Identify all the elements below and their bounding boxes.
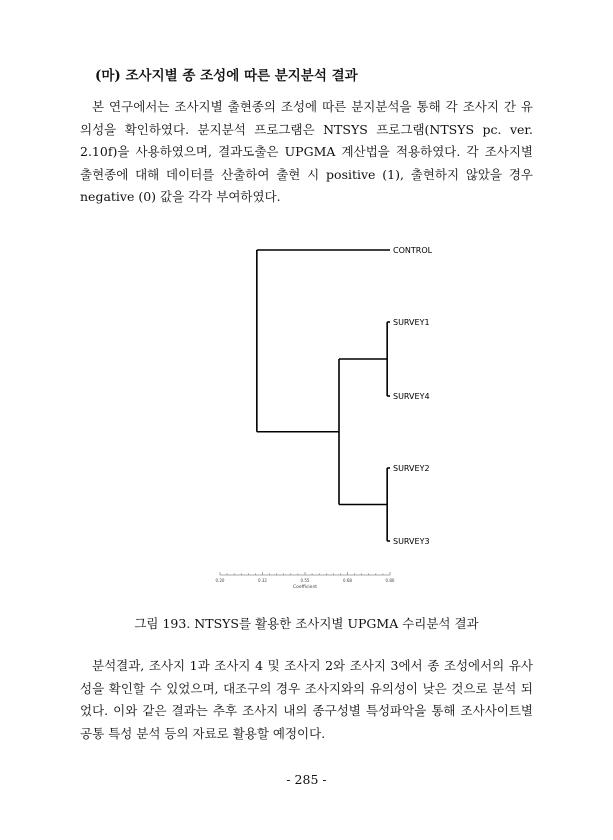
leaf-label-control: CONTROL bbox=[393, 246, 433, 255]
leaf-label-survey4: SURVEY4 bbox=[393, 392, 430, 401]
x-tick-label: 0.32 bbox=[258, 578, 267, 583]
x-axis-label: Coefficient bbox=[292, 585, 318, 590]
page-number: - 285 - bbox=[286, 772, 327, 787]
leaf-labels bbox=[393, 246, 433, 546]
x-tick-label: 0.80 bbox=[385, 578, 395, 583]
x-tick-label: 0.20 bbox=[215, 578, 225, 583]
dendrogram-branches bbox=[257, 250, 390, 541]
leaf-label-survey2: SURVEY2 bbox=[393, 464, 430, 473]
result-paragraph: 분석결과, 조사지 1과 조사지 4 및 조사지 2와 조사지 3에서 종 조성에서의 유사성을 확인할 수 있었으며, 대조구의 경우 조사지와의 유의성이 낮은 것으로 분석 되었다. 이와 같은 결과는 추후 조사지 내의 종구성별 특성파악을 통해 조사사이트별 공통 특성 분석 등의 자료로 활용할 예정이다. bbox=[80, 658, 533, 741]
x-tick-label: 0.55 bbox=[300, 578, 310, 583]
leaf-label-survey1: SURVEY1 bbox=[393, 318, 430, 327]
intro-paragraph: 본 연구에서는 조사지별 출현종의 조성에 따른 분지분석을 통해 각 조사지 간 유의성을 확인하였다. 분지분석 프로그램은 NTSYS 프로그램(NTSYS pc. ver. 2.10f)을 사용하였으며, 결과도출은 UPGMA 계산법을 적용하였다. 각 조사지별 출현종에 대해 데이터를 산출하여 출현 시 positive (1), 출현하지 않았을 경우 negative (0) 값을 각각 부여하였다. bbox=[80, 99, 533, 204]
leaf-label-survey3: SURVEY3 bbox=[393, 537, 430, 546]
x-axis bbox=[216, 572, 395, 590]
figure-caption: 그림 193. NTSYS를 활용한 조사지별 UPGMA 수리분석 결과 bbox=[134, 616, 479, 631]
x-tick-label: 0.68 bbox=[343, 578, 352, 583]
section-heading: (마) 조사지별 종 조성에 따른 분지분석 결과 bbox=[95, 68, 358, 84]
dendrogram-chart bbox=[200, 228, 440, 598]
